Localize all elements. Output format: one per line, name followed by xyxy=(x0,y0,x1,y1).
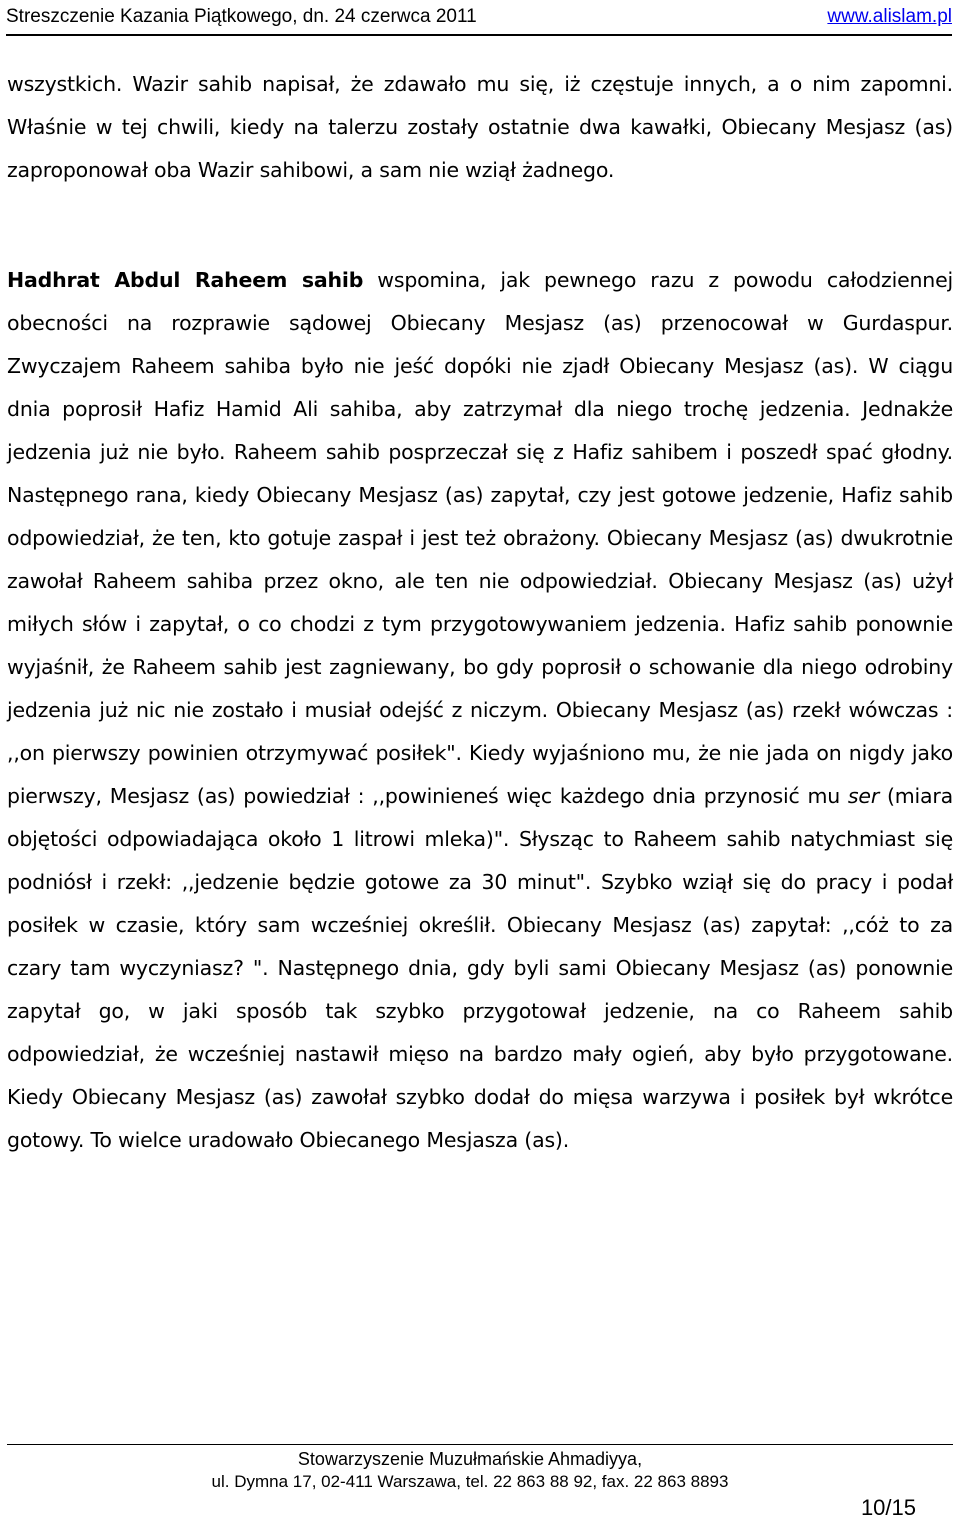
page-header xyxy=(6,0,952,36)
paragraph-italic-term: ser xyxy=(847,784,880,808)
footer-divider xyxy=(7,1444,953,1445)
page-footer xyxy=(0,1438,960,1518)
paragraph-continuation: wszystkich. Wazir sahib napisał, że zdawało mu się, iż częstuje innych, a o nim zapomni. Właśnie w tej chwili, kiedy na talerzu zostały ostatnie dwa kawałki, Obiecany Mesjasz (as) zaproponował oba Wazir sahibowi, a sam nie wziął żadnego. xyxy=(7,72,953,182)
document-title: Streszczenie Kazania Piątkowego, dn. 24 czerwca 2011 xyxy=(6,6,477,27)
page-number: 10/15 xyxy=(860,1495,916,1520)
website-link[interactable]: www.alislam.pl xyxy=(827,6,952,27)
paragraph-text-part-1: wspomina, jak pewnego razu z powodu całodziennej obecności na rozprawie sądowej Obiecany Mesjasz (as) przenocował w Gurdaspur. Zwyczajem Raheem sahiba było nie jeść dopóki nie zjadł Obiecany Mesjasz (as). W ciągu dnia poprosił Hafiz Hamid Ali sahiba, aby zatrzymał dla niego trochę jedzenia. Jednakże jedzenia już nie było. Raheem sahib posprzeczał się z Hafiz sahibem i poszedł spać głodny. Następnego rana, kiedy Obiecany Mesjasz (as) zapytał, czy jest gotowe jedzenie, Hafiz sahib odpowiedział, że ten, kto gotuje zaspał i jest też obrażony. Obiecany Mesjasz (as) dwukrotnie zawołał Raheem sahiba przez okno, ale ten nie odpowiedział. Obiecany Mesjasz (as) użył miłych słów i zapytał, o co chodzi z tym przygotowywaniem jedzenia. Hafiz sahib ponownie wyjaśnił, że Raheem sahib jest zagniewany, bo gdy poprosił o schowanie dla niego odrobiny jedzenia już nic nie zostało i musiał odejść z niczym. Obiecany Mesjasz (as) rzekł wówczas : ,,on pierwszy powinien otrzymywać posiłek". Kiedy wyjaśniono mu, że nie jada on nigdy jako pierwszy, Mesjasz (as) powiedział : ,,powinieneś więc każdego dnia przynosić mu xyxy=(7,268,954,808)
footer-address: ul. Dymna 17, 02-411 Warszawa, tel. 22 863 88 92, fax. 22 863 8893 xyxy=(211,1472,729,1491)
footer-organization: Stowarzyszenie Muzułmańskie Ahmadiyya, xyxy=(297,1449,643,1469)
paragraph-abdul-raheem xyxy=(7,259,953,1162)
paragraph-text-part-2: (miara objętości odpowiadająca około 1 litrowi mleka)". Słysząc to Raheem sahib natychmiast się podniósł i rzekł: ,,jedzenie będzie gotowe za 30 minut". Szybko wziął się do pracy i podał posiłek w czasie, który sam wcześniej określił. Obiecany Mesjasz (as) zapytał: ,,cóż to za czary tam wyczyniasz? ". Następnego dnia, gdy byli sami Obiecany Mesjasz (as) ponownie zapytał go, w jaki sposób tak szybko przygotował jedzenie, na co Raheem sahib odpowiedział, że wcześniej nastawił mięso na bardzo mały ogień, aby było przygotowane. Kiedy Obiecany Mesjasz (as) zawołał szybko dodał do mięsa warzywa i posiłek był wkrótce gotowy. To wielce uradowało Obiecanego Mesjasza (as). xyxy=(7,784,953,1152)
paragraph-lead-name: Hadhrat Abdul Raheem sahib xyxy=(7,268,364,292)
document-body xyxy=(7,63,953,1162)
